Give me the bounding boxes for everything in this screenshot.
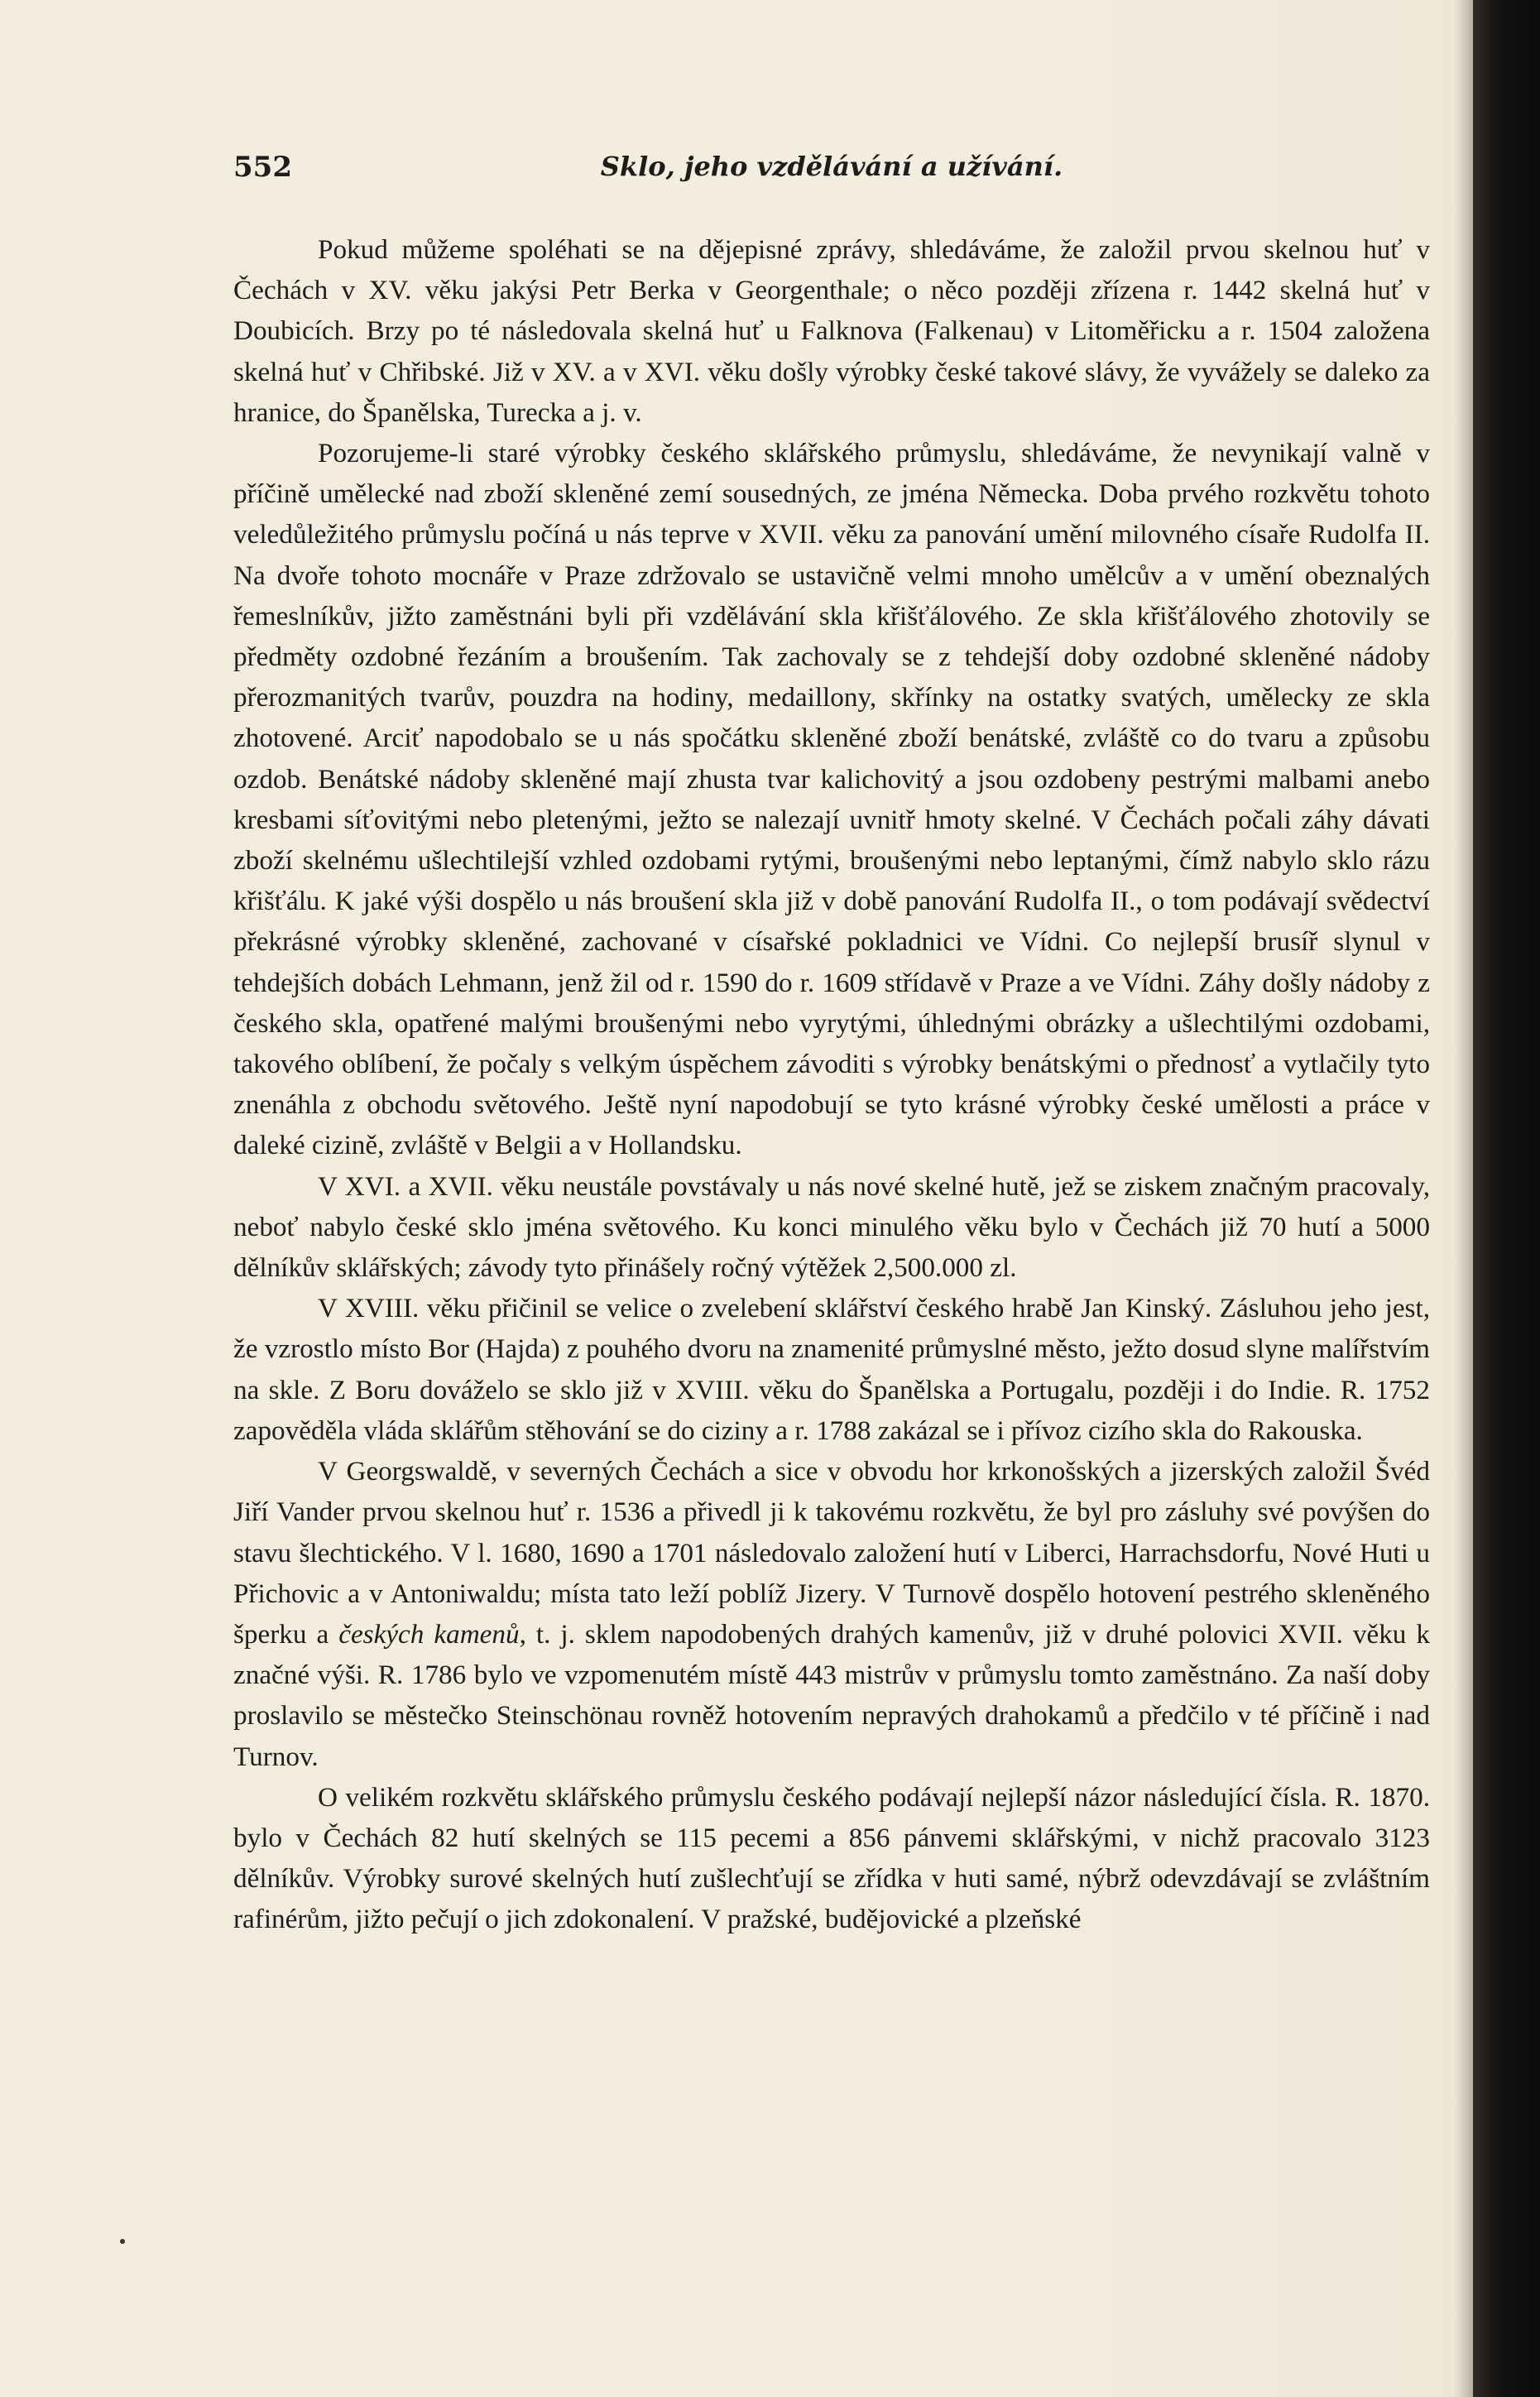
page-number: 552 [233,151,292,184]
paragraph-5-emphasis: českých kamenů [338,1618,520,1650]
body-text [233,229,1430,1940]
paragraph-4: V XVIII. věku přičinil se velice o zvelebení sklářství českého hrabě Jan Kinský. Zásluhou jeho jest, že vzrostlo místo Bor (Hajda) z pouhého dvoru na znamenité průmyslné město, ježto dosud slyne malířstvím na skle. Z Boru dováželo se sklo již v XVIII. věku do Španělska a Portugalu, později i do Indie. R. 1752 zapověděla vláda sklářům stěhování se do ciziny a r. 1788 zakázal se i přívoz cizího skla do Rakouska. [233,1293,1430,1446]
paragraph-6: O velikém rozkvětu sklářského průmyslu českého podávají nejlepší názor následující čísla. R. 1870. bylo v Čechách 82 hutí skelných se 115 pecemi a 856 pánvemi sklářskými, v nichž pracovalo 3123 dělníkův. Výrobky surové skelných hutí zušlechťují se zřídka v huti samé, nýbrž odevzdávají se zvláštním rafinérům, jižto pečují o jich zdokonalení. V pražské, budějovické a plzeňské [233,1781,1430,1935]
paragraph-1: Pokud můžeme spoléhati se na dějepisné zprávy, shledáváme, že založil prvou skelnou huť v Čechách v XV. věku jakýsi Petr Berka v Georgenthale; o něco později zřízena r. 1442 skelná huť v Doubicích. Brzy po té následovala skelná huť u Falknova (Falkenau) v Litoměřicku a r. 1504 založena skelná huť v Chřibské. Již v XV. a v XVI. věku došly výrobky české takové slávy, že vyvážely se daleko za hranice, do Španělska, Turecka a j. v. [233,234,1430,428]
paragraph-5-text-after: , t. j. sklem napodobených drahých kamenův, již v druhé polovici XVII. věku k značné výši. R. 1786 bylo ve vzpomenutém místě 443 mistrův v průmyslu tomto zaměstnáno. Za naší doby proslavilo se městečko Steinschönau rovněž hotovením nepravých drahokamů a předčilo v té příčině i nad Turnov. [233,1618,1430,1772]
running-title: Sklo, jeho vzdělávání a užívání. [600,151,1063,182]
book-edge [1473,0,1540,2397]
page-header [233,151,1430,189]
paragraph-2: Pozorujeme-li staré výrobky českého sklářského průmyslu, shledáváme, že nevynikají valně v příčině umělecké nad zboží skleněné zemí sousedných, ze jména Německa. Doba prvého rozkvětu tohoto veledůležitého průmyslu počíná u nás teprve v XVII. věku za panování umění milovného císaře Rudolfa II. Na dvoře tohoto mocnáře v Praze zdržovalo se ustavičně velmi mnoho umělcův a v umění obeznalých řemeslníkův, jižto zaměstnáni byli při vzdělávání skla křišťálového. Ze skla křišťálového zhotovily se předměty ozdobné řezáním a broušením. Tak zachovaly se z tehdejší doby ozdobné skleněné nádoby přerozmanitých tvarův, pouzdra na hodiny, medaillony, skřínky na ostatky svatých, umělecky ze skla zhotovené. Arciť napodobalo se u nás spočátku skleněné zboží benátské, zvláště co do tvaru a způsobu ozdob. Benátské nádoby skleněné mají zhusta tvar kalichovitý a jsou ozdobeny pestrými malbami anebo kresbami síťovitými nebo pletenými, ježto se nalezají uvnitř hmoty skelné. V Čechách počali záhy dávati zboží skelnému ušlechtilejší vzhled ozdobami rytými, broušenými nebo leptanými, čímž nabylo sklo rázu křišťálu. K jaké výši dospělo u nás broušení skla již v době panování Rudolfa II., o tom podávají svědectví překrásné výrobky skleněné, zachované v císařské pokladnici ve Vídni. Co nejlepší brusíř slynul v tehdejších dobách Lehmann, jenž žil od r. 1590 do r. 1609 střídavě v Praze a ve Vídni. Záhy došly nádoby z českého skla, opatřené malými broušenými nebo vyrytými, úhlednými obrázky a ušlechtilými ozdobami, takového oblíbení, že počaly s velkým úspěchem závoditi s výrobky benátskými o přednosť a vytlačily tyto znenáhla z obchodu světového. Ještě nyní napodobují se tyto krásné výrobky české umělosti a práce v daleké cizině, zvláště v Belgii a v Hollandsku. [233,438,1430,1161]
paragraph-3: V XVI. a XVII. věku neustále povstávaly u nás nové skelné hutě, jež se ziskem značným pracovaly, neboť nabylo české sklo jména světového. Ku konci minulého věku bylo v Čechách již 70 hutí a 5000 dělníkův sklářských; závody tyto přinášely ročný výtěžek 2,500.000 zl. [233,1170,1430,1284]
ink-speck [120,2239,125,2244]
paragraph-5-text-before: V Georgswaldě, v severných Čechách a sice v obvodu hor krkonošských a jizerských založil Švéd Jiří Vander prvou skelnou huť r. 1536 a přivedl ji k takovému rozkvětu, že byl pro zásluhy své povýšen do stavu šlechtického. V l. 1680, 1690 a 1701 následovalo založení hutí v Liberci, Harrachsdorfu, Nové Huti u Přichovic a v Antoniwaldu; místa tato leží poblíž Jizery. V Turnově dospělo hotovení pestrého skleněného šperku a [233,1456,1430,1650]
paragraph-5 [233,1451,1430,1777]
gutter-shadow [1455,0,1473,2397]
